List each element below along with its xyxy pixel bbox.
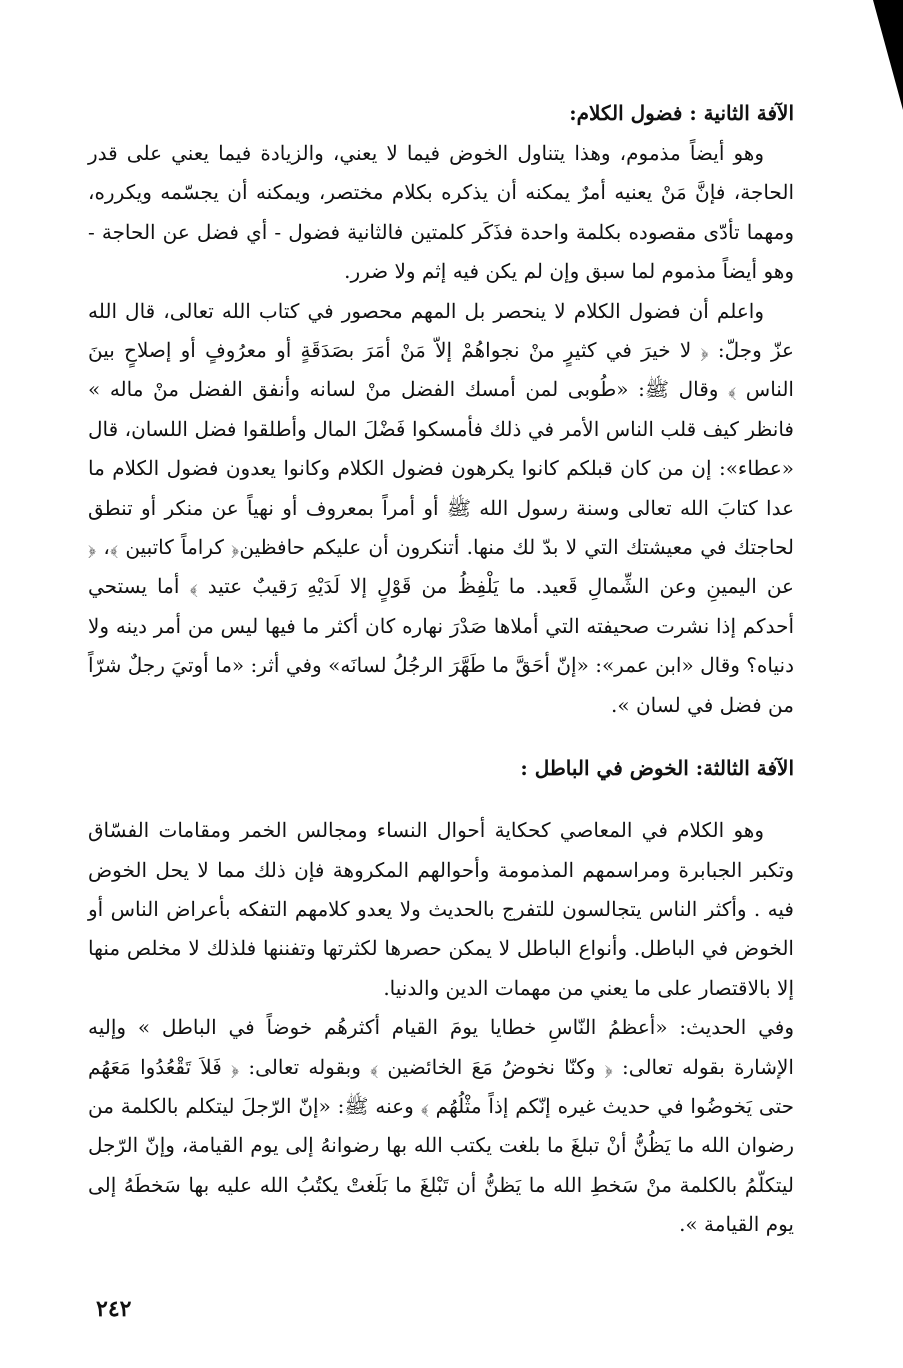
section-divider <box>88 789 794 811</box>
page-number: ٢٤٢ <box>96 1296 132 1322</box>
page-corner-shadow <box>873 0 903 110</box>
paragraph-vain-talk-definition: وهو الكلام في المعاصي كحكاية أحوال النساء ومجالس الخمر ومقامات الفسّاق وتكبر الجبابرة ومراسمهم المذمومة وأحوالهم المكروهة فإن ذلك مما لا يحل الخوض فيه . وأكثر الناس يتجالسون للتفرج بالحديث ولا يعدو كلامهم التفكه بأعراض الناس أو الخوض في الباطل. وأنواع الباطل لا يمكن حصرها لكثرتها وتفننها فلذلك لا مخلص منها إلا بالاقتصار على ما يعني من مهمات الدين والدنيا. <box>88 818 794 1000</box>
paragraph-excess-speech-definition: وهو أيضاً مذموم، وهذا يتناول الخوض فيما لا يعني، والزيادة فيما يعني على قدر الحاجة، فإنَّ مَنْ يعنيه أمرٌ يمكنه أن يذكره بكلام مختصر، ويمكنه أن يجسّمه ويكرره، ومهما تأدّى مقصوده بكلمة واحدة فذَكَر كلمتين فالثانية فضول - أي فضل عن الحاجة - وهو أيضاً مذموم لما سبق وإن لم يكن فيه إثم ولا ضرر. <box>88 141 794 284</box>
section-heading-second-bane: الآفة الثانية : فضول الكلام: <box>569 101 794 125</box>
book-page <box>88 92 794 1245</box>
section-heading-third-bane: الآفة الثالثة: الخوض في الباطل : <box>520 756 794 781</box>
paragraph-excess-speech-evidence: واعلم أن فضول الكلام لا ينحصر بل المهم محصور في كتاب الله تعالى، قال الله عزّ وجلّ: ﴿ لا خيرَ في كثيرٍ منْ نجواهُمْ إلاّ مَنْ أمَرَ بصَدَقَةٍ أو معرُوفٍ أو إصلاحٍ بينَ الناس ﴾ وقال ﷺ: «طُوبى لمن أمسك الفضل منْ لسانه وأنفق الفضل منْ ماله » فانظر كيف قلب الناس الأمر في ذلك فأمسكوا فَضْلَ المال وأطلقوا فضل اللسان، قال «عطاء»: إن من كان قبلكم كانوا يكرهون فضول الكلام وكانوا يعدون فضول الكلام ما عدا كتابَ الله تعالى وسنة رسول الله ﷺ أو أمراً بمعروف أو نهياً عن منكر أو تنطق لحاجتك في معيشتك التي لا بدّ لك منها. أتنكرون أن عليكم حافظين﴿ كراماً كاتبين ﴾، ﴿ عن اليمينِ وعن الشِّمالِ قَعيد. ما يَلْفِظُ من قَوْلٍ إلا لَدَيْهِ رَقيبٌ عتيد ﴾ أما يستحي أحدكم إذا نشرت صحيفته التي أملاها صَدْرَ نهاره كان أكثر ما فيها ليس من أمر دينه ولا دنياه؟ وقال «ابن عمر»: «إنّ أحَقَّ ما طَهَّرَ الرجُلُ لسانَه» وفي أثر: «ما أوتيَ رجلٌ شرّاً من فضل في لسان ». <box>88 298 794 717</box>
paragraph-vain-talk-hadith: وفي الحديث: «أعظمُ النّاسِ خطايا يومَ القيام أكثرهُم خوضاً في الباطل » وإليه الإشارة بقوله تعالى: ﴿ وكنّا نخوضُ مَعَ الخائضين ﴾ وبقوله تعالى: ﴿ فَلاَ تَقْعُدُوا مَعَهُم حتى يَخوضُوا في حديث غيره إنّكم إذاً مثْلُهُم ﴾ وعنه ﷺ: «إنّ الرّجلَ ليتكلم بالكلمة من رضوان الله ما يَظُنُّ أنْ تبلغَ ما بلغت يكتب الله بها رضوانهُ إلى يوم القيامة، وإنّ الرّجل ليتكلّمُ بالكلمة منْ سَخطِ الله ما يَظنُّ أن تَبْلغَ ما بَلَغتْ يكتُبُ الله عليه بها سَخطَهُ إلى يوم القيامة ». <box>88 1015 794 1237</box>
section-divider <box>88 725 794 747</box>
